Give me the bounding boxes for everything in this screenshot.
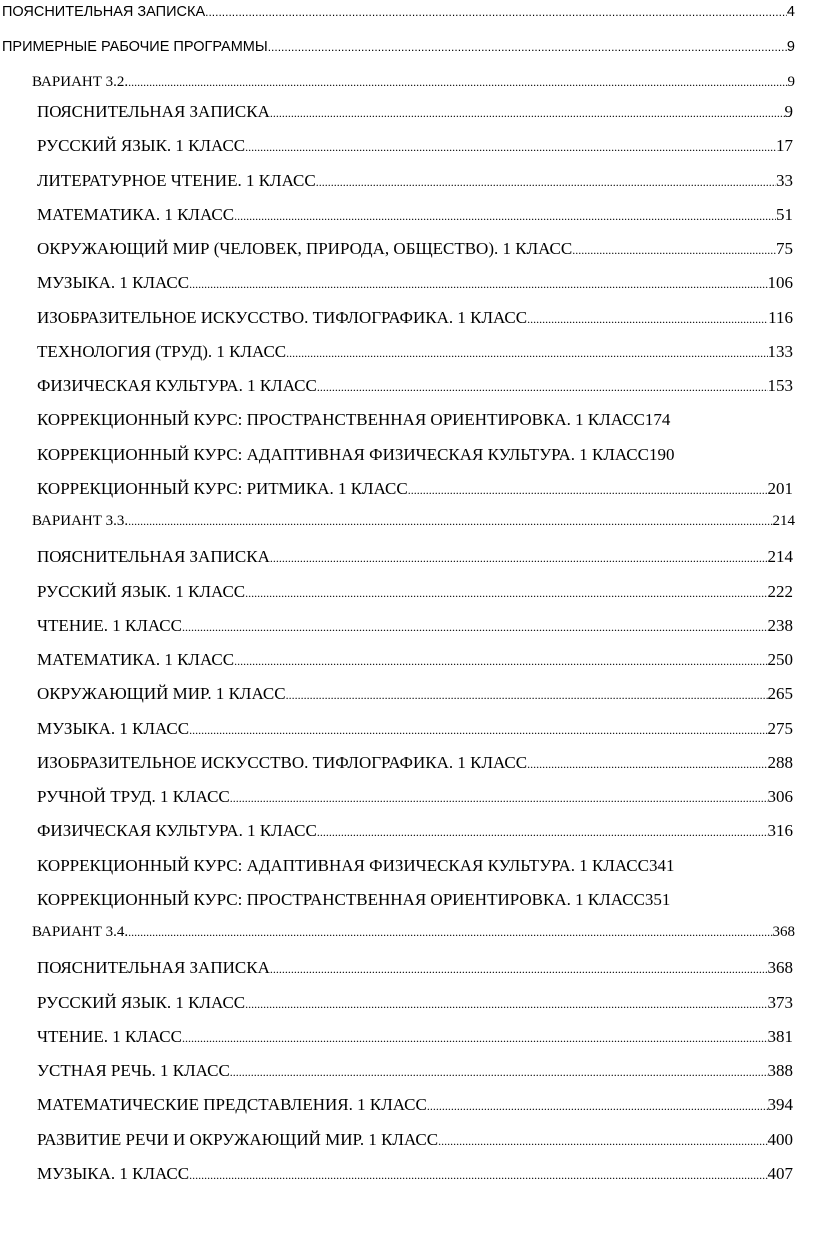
toc-entry-page-number: 288 bbox=[767, 753, 793, 772]
toc-entry[interactable] bbox=[37, 684, 793, 704]
toc-entry-page-number: 75 bbox=[776, 239, 793, 258]
toc-entry-page-number: 153 bbox=[767, 376, 793, 395]
toc-dot-leader bbox=[245, 997, 767, 1012]
toc-dot-leader bbox=[230, 1065, 768, 1080]
toc-entry-title: КОРРЕКЦИОННЫЙ КУРС: ПРОСТРАНСТВЕННАЯ ОРИЕНТИРОВКА. 1 КЛАСС bbox=[37, 890, 645, 909]
toc-entry-page-number: 116 bbox=[768, 308, 793, 327]
toc-dot-leader bbox=[205, 5, 787, 19]
toc-dot-leader bbox=[286, 688, 768, 703]
toc-entry[interactable] bbox=[37, 273, 793, 293]
toc-entry-title: МУЗЫКА. 1 КЛАСС bbox=[37, 273, 190, 292]
toc-entry[interactable] bbox=[37, 1027, 793, 1047]
toc-entry-page-number: 214 bbox=[772, 513, 795, 529]
toc-entry-title: ТЕХНОЛОГИЯ (ТРУД). 1 КЛАСС bbox=[37, 342, 287, 361]
toc-entry-page-number: 368 bbox=[767, 958, 793, 977]
toc-entry-title: РУССКИЙ ЯЗЫК. 1 КЛАСС bbox=[37, 582, 246, 601]
toc-entry-title: ОКРУЖАЮЩИЙ МИР. 1 КЛАСС bbox=[37, 684, 286, 703]
toc-entry-title: ОКРУЖАЮЩИЙ МИР (ЧЕЛОВЕК, ПРИРОДА, ОБЩЕСТВО). 1 КЛАСС bbox=[37, 239, 573, 258]
toc-entry-page-number: 368 bbox=[772, 924, 795, 940]
toc-dot-leader bbox=[527, 757, 767, 772]
toc-variant-entry[interactable] bbox=[32, 924, 795, 941]
toc-entry-title: ПОЯСНИТЕЛЬНАЯ ЗАПИСКА bbox=[37, 102, 270, 121]
toc-entry-page-number: 201 bbox=[767, 479, 793, 498]
toc-dot-leader bbox=[268, 40, 787, 54]
toc-dot-leader bbox=[438, 1134, 767, 1149]
toc-entry[interactable] bbox=[37, 547, 793, 567]
toc-entry[interactable] bbox=[37, 102, 793, 122]
toc-dot-leader bbox=[189, 723, 767, 738]
toc-entry[interactable] bbox=[37, 1130, 793, 1150]
toc-entry[interactable] bbox=[37, 856, 793, 876]
toc-entry-page-number: 9 bbox=[784, 102, 793, 121]
toc-entry[interactable] bbox=[37, 136, 793, 156]
toc-entry[interactable] bbox=[37, 582, 793, 602]
toc-entry-page-number: 306 bbox=[767, 787, 793, 806]
toc-dot-leader bbox=[245, 140, 776, 155]
toc-entry-page-number: 190 bbox=[648, 445, 675, 464]
toc-entry-title: КОРРЕКЦИОННЫЙ КУРС: ПРОСТРАНСТВЕННАЯ ОРИЕНТИРОВКА. 1 КЛАСС bbox=[37, 410, 645, 429]
toc-entry-page-number: 351 bbox=[644, 890, 671, 909]
toc-dot-leader bbox=[317, 825, 768, 840]
toc-entry[interactable] bbox=[37, 616, 793, 636]
toc-entry-title: РУЧНОЙ ТРУД. 1 КЛАСС bbox=[37, 787, 230, 806]
toc-dot-leader bbox=[182, 620, 768, 635]
toc-entry-page-number: 214 bbox=[767, 547, 793, 566]
toc-entry[interactable] bbox=[37, 821, 793, 841]
toc-entry-page-number: 33 bbox=[776, 171, 793, 190]
toc-entry-page-number: 9 bbox=[786, 39, 795, 55]
toc-entry-title: МАТЕМАТИКА. 1 КЛАСС bbox=[37, 205, 235, 224]
toc-entry-page-number: 250 bbox=[767, 650, 793, 669]
toc-entry-page-number: 265 bbox=[767, 684, 793, 703]
toc-dot-leader bbox=[189, 277, 767, 292]
toc-entry[interactable] bbox=[2, 39, 795, 55]
toc-entry-page-number: 316 bbox=[767, 821, 793, 840]
toc-entry-page-number: 400 bbox=[767, 1130, 793, 1149]
toc-entry-page-number: 388 bbox=[767, 1061, 793, 1080]
toc-dot-leader bbox=[234, 209, 776, 224]
toc-entry-page-number: 238 bbox=[767, 616, 793, 635]
toc-dot-leader bbox=[182, 1031, 768, 1046]
toc-dot-leader bbox=[572, 243, 776, 258]
toc-entry[interactable] bbox=[2, 4, 795, 20]
toc-entry-page-number: 407 bbox=[767, 1164, 793, 1183]
toc-entry-page-number: 51 bbox=[776, 205, 793, 224]
toc-entry-page-number: 394 bbox=[767, 1095, 793, 1114]
toc-entry-title: ЧТЕНИЕ. 1 КЛАСС bbox=[37, 1027, 182, 1046]
toc-entry-page-number: 17 bbox=[776, 136, 793, 155]
toc-entry[interactable] bbox=[37, 1061, 793, 1081]
toc-dot-leader bbox=[245, 586, 767, 601]
toc-dot-leader bbox=[230, 791, 768, 806]
toc-entry-page-number: 275 bbox=[767, 719, 793, 738]
toc-entry-page-number: 373 bbox=[767, 993, 793, 1012]
toc-entry-title: ПОЯСНИТЕЛЬНАЯ ЗАПИСКА bbox=[37, 958, 270, 977]
toc-entry-title: ПРИМЕРНЫЕ РАБОЧИЕ ПРОГРАММЫ bbox=[2, 39, 268, 55]
toc-entry-page-number: 4 bbox=[786, 4, 795, 20]
toc-entry[interactable] bbox=[37, 239, 793, 259]
toc-entry[interactable] bbox=[37, 308, 793, 328]
toc-entry[interactable] bbox=[37, 787, 793, 807]
toc-variant-entry[interactable] bbox=[32, 513, 795, 530]
toc-variant-entry[interactable] bbox=[32, 74, 795, 91]
toc-dot-leader bbox=[270, 106, 785, 121]
toc-entry-title: ПОЯСНИТЕЛЬНАЯ ЗАПИСКА bbox=[2, 4, 206, 20]
toc-entry-title: ФИЗИЧЕСКАЯ КУЛЬТУРА. 1 КЛАСС bbox=[37, 376, 317, 395]
toc-dot-leader bbox=[316, 175, 776, 190]
toc-entry-title: РАЗВИТИЕ РЕЧИ И ОКРУЖАЮЩИЙ МИР. 1 КЛАСС bbox=[37, 1130, 439, 1149]
toc-entry-title: УСТНАЯ РЕЧЬ. 1 КЛАСС bbox=[37, 1061, 230, 1080]
toc-dot-leader bbox=[234, 654, 767, 669]
toc-entry[interactable] bbox=[37, 342, 793, 362]
toc-entry-title: МУЗЫКА. 1 КЛАСС bbox=[37, 1164, 190, 1183]
toc-dot-leader bbox=[128, 514, 772, 529]
toc-entry-title: ФИЗИЧЕСКАЯ КУЛЬТУРА. 1 КЛАСС bbox=[37, 821, 317, 840]
toc-entry[interactable] bbox=[37, 1095, 793, 1115]
toc-entry-page-number: 341 bbox=[648, 856, 675, 875]
toc-entry-title: КОРРЕКЦИОННЫЙ КУРС: АДАПТИВНАЯ ФИЗИЧЕСКАЯ КУЛЬТУРА. 1 КЛАСС bbox=[37, 445, 649, 464]
toc-entry-page-number: 222 bbox=[767, 582, 793, 601]
toc-entry-page-number: 9 bbox=[787, 74, 795, 90]
toc-dot-leader bbox=[286, 346, 767, 361]
toc-entry[interactable] bbox=[37, 410, 793, 430]
toc-entry[interactable] bbox=[37, 171, 793, 191]
toc-entry[interactable] bbox=[37, 719, 793, 739]
toc-dot-leader bbox=[128, 925, 772, 940]
toc-entry-title: КОРРЕКЦИОННЫЙ КУРС: АДАПТИВНАЯ ФИЗИЧЕСКАЯ КУЛЬТУРА. 1 КЛАСС bbox=[37, 856, 649, 875]
toc-dot-leader bbox=[408, 483, 768, 498]
toc-entry-page-number: 133 bbox=[767, 342, 793, 361]
toc-entry-title: КОРРЕКЦИОННЫЙ КУРС: РИТМИКА. 1 КЛАСС bbox=[37, 479, 408, 498]
toc-dot-leader bbox=[270, 962, 768, 977]
toc-dot-leader bbox=[189, 1168, 767, 1183]
toc-entry-page-number: 381 bbox=[767, 1027, 793, 1046]
toc-entry-title: РУССКИЙ ЯЗЫК. 1 КЛАСС bbox=[37, 993, 246, 1012]
toc-entry-page-number: 174 bbox=[644, 410, 671, 429]
toc-entry-title: ПОЯСНИТЕЛЬНАЯ ЗАПИСКА bbox=[37, 547, 270, 566]
toc-entry[interactable] bbox=[37, 753, 793, 773]
toc-entry-title: ВАРИАНТ 3.2. bbox=[32, 74, 129, 90]
toc-entry[interactable] bbox=[37, 205, 793, 225]
toc-dot-leader bbox=[128, 75, 787, 90]
toc-entry[interactable] bbox=[37, 1164, 793, 1184]
toc-entry-title: ЛИТЕРАТУРНОЕ ЧТЕНИЕ. 1 КЛАСС bbox=[37, 171, 316, 190]
toc-entry-title: МАТЕМАТИЧЕСКИЕ ПРЕДСТАВЛЕНИЯ. 1 КЛАСС bbox=[37, 1095, 427, 1114]
toc-entry-page-number: 106 bbox=[767, 273, 793, 292]
toc-entry-title: МАТЕМАТИКА. 1 КЛАСС bbox=[37, 650, 235, 669]
toc-entry[interactable] bbox=[37, 445, 793, 465]
toc-entry[interactable] bbox=[37, 376, 793, 396]
toc-entry[interactable] bbox=[37, 479, 793, 499]
toc-entry-title: ИЗОБРАЗИТЕЛЬНОЕ ИСКУССТВО. ТИФЛОГРАФИКА. 1 КЛАСС bbox=[37, 753, 528, 772]
toc-entry[interactable] bbox=[37, 650, 793, 670]
toc-entry[interactable] bbox=[37, 890, 793, 910]
toc-dot-leader bbox=[527, 312, 768, 327]
toc-entry-title: ЧТЕНИЕ. 1 КЛАСС bbox=[37, 616, 182, 635]
toc-dot-leader bbox=[317, 380, 768, 395]
toc-dot-leader bbox=[270, 551, 768, 566]
toc-dot-leader bbox=[427, 1099, 768, 1114]
toc-entry-title: МУЗЫКА. 1 КЛАСС bbox=[37, 719, 190, 738]
toc-entry-title: ВАРИАНТ 3.4. bbox=[32, 924, 129, 940]
toc-entry-title: РУССКИЙ ЯЗЫК. 1 КЛАСС bbox=[37, 136, 246, 155]
toc-entry-title: ВАРИАНТ 3.3. bbox=[32, 513, 129, 529]
toc-entry-title: ИЗОБРАЗИТЕЛЬНОЕ ИСКУССТВО. ТИФЛОГРАФИКА. 1 КЛАСС bbox=[37, 308, 528, 327]
toc-entry[interactable] bbox=[37, 993, 793, 1013]
toc-entry[interactable] bbox=[37, 958, 793, 978]
